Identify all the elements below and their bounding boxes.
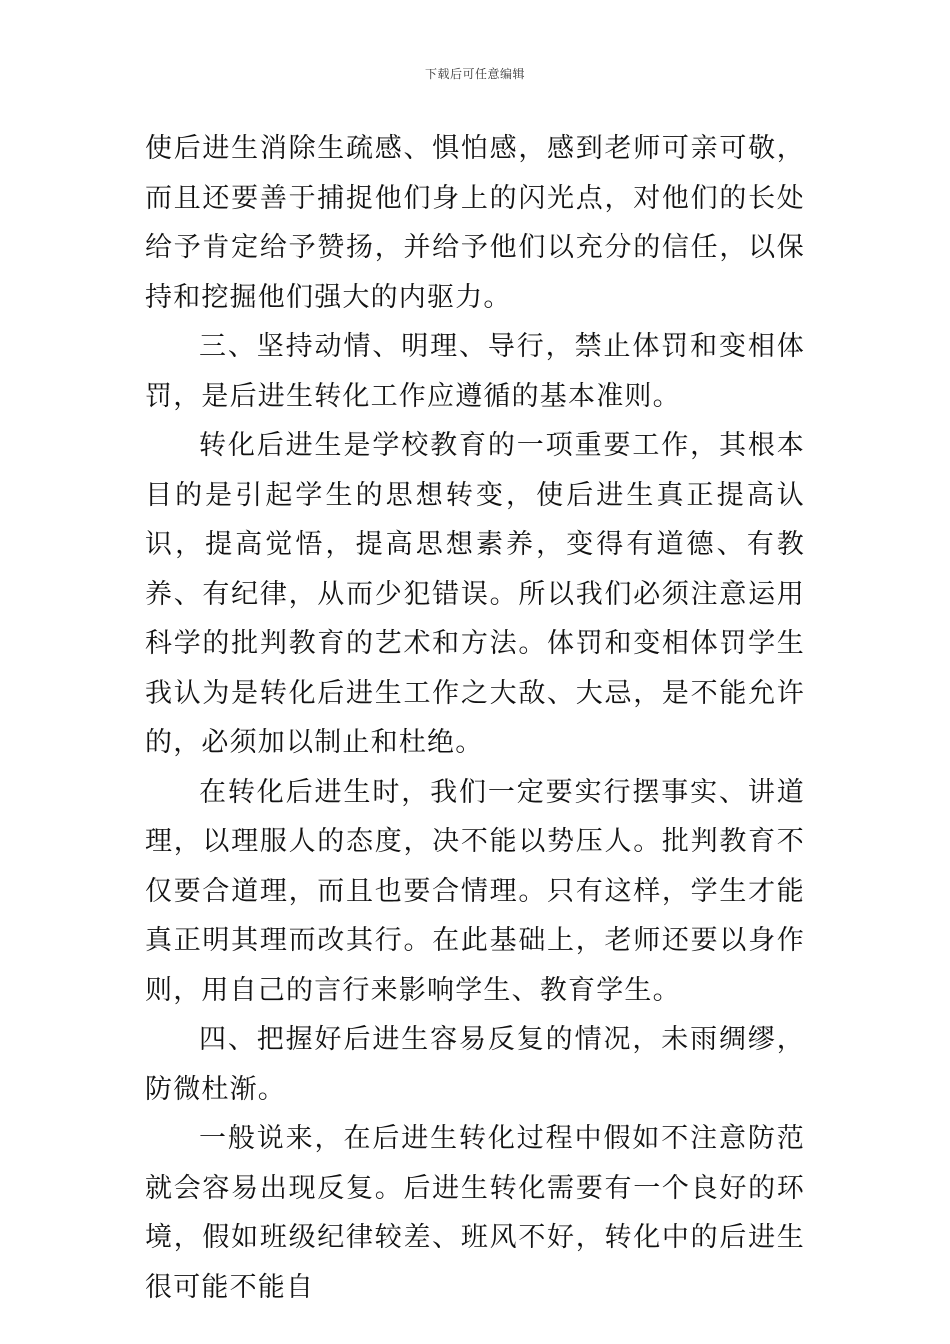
paragraph-1: 使后进生消除生疏感、惧怕感，感到老师可亲可敬，而且还要善于捕捉他们身上的闪光点，对他们的长处给予肯定给予赞扬，并给予他们以充分的信任，以保持和挖掘他们强大的内驱力。 bbox=[145, 133, 805, 313]
paragraph-3: 转化后进生是学校教育的一项重要工作，其根本目的是引起学生的思想转变，使后进生真正提高认识，提高觉悟，提高思想素养，变得有道德、有教养、有纪律，从而少犯错误。所以我们必须注意运用科学的批判教育的艺术和方法。体罚和变相体罚学生我认为是转化后进生工作之大敌、大忌，是不能允许的，必须加以制止和杜绝。 bbox=[145, 430, 805, 758]
paragraph-4: 在转化后进生时，我们一定要实行摆事实、讲道理，以理服人的态度，决不能以势压人。批判教育不仅要合道理，而且也要合情理。只有这样，学生才能真正明其理而改其行。在此基础上，老师还要以身作则，用自己的言行来影响学生、教育学生。 bbox=[145, 776, 805, 1006]
page-header: 下载后可任意编辑 bbox=[424, 67, 525, 81]
paragraph-5: 四、把握好后进生容易反复的情况，未雨绸缪，防微杜渐。 bbox=[145, 1024, 805, 1105]
paragraph-2: 三、坚持动情、明理、导行，禁止体罚和变相体罚，是后进生转化工作应遵循的基本准则。 bbox=[145, 331, 805, 412]
paragraph-6: 一般说来，在后进生转化过程中假如不注意防范就会容易出现反复。后进生转化需要有一个良好的环境，假如班级纪律较差、班风不好，转化中的后进生很可能不能自 bbox=[145, 1123, 805, 1303]
document-body bbox=[145, 124, 805, 1312]
